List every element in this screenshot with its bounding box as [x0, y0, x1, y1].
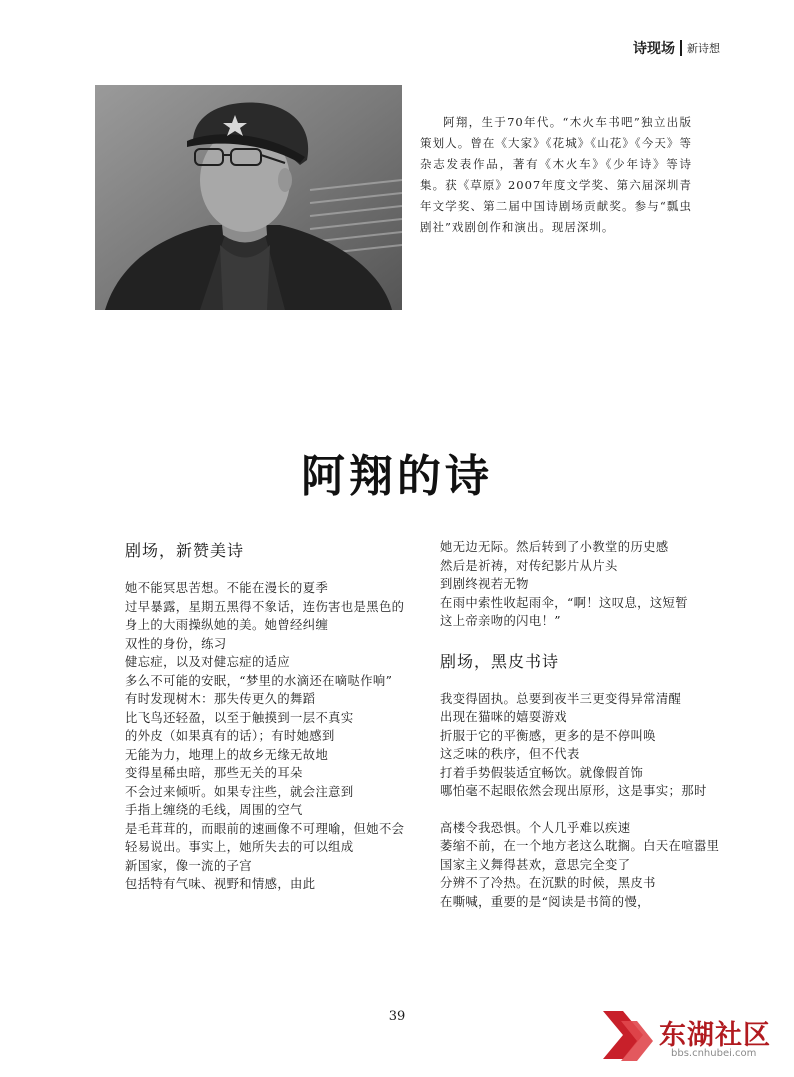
poem-line: 是毛茸茸的，而眼前的速画像不可理喻，但她不会 [125, 821, 405, 836]
poem-line: 在雨中索性收起雨伞，“啊！这叹息，这短暂 [440, 595, 688, 610]
poem2-stanza1 [440, 690, 730, 801]
poem-line: 出现在猫咪的嬉耍游戏 [440, 710, 567, 724]
poem-line: 变得星稀虫暗，那些无关的耳朵 [125, 766, 303, 780]
poem-line: 萎缩不前，在一个地方老这么耽搁。白天在喧嚣里 [440, 839, 720, 853]
poem-line: 手指上缠绕的毛线，周围的空气 [125, 803, 303, 817]
poem-line: 这乏味的秩序，但不代表 [440, 747, 580, 761]
watermark [599, 1007, 784, 1069]
section-label: 诗现场 [633, 41, 675, 57]
watermark-name: 东湖社区 [659, 1020, 771, 1051]
poem1-body [125, 579, 415, 894]
poem-line: 高楼令我恐惧。个人几乎难以疾速 [440, 820, 631, 835]
stanza-gap [440, 631, 730, 649]
main-title: 阿翔的诗 [301, 451, 493, 502]
poem-line: 健忘症，以及对健忘症的适应 [125, 655, 291, 669]
poem-line: 在嘶喊，重要的是“阅读是书简的慢， [440, 894, 650, 909]
poem-line: 她无边无际。然后转到了小教堂的历史感 [440, 540, 669, 554]
poem-line: 多么不可能的安眠，“梦里的水滴还在嘀哒作响” [125, 673, 393, 688]
poem-line: 然后是祈祷，对传纪影片从片头 [440, 558, 618, 573]
right-column [440, 538, 730, 911]
subsection-label: 新诗想 [687, 42, 720, 55]
poem2-stanza2 [440, 819, 730, 912]
poem-line: 身上的大雨操纵她的美。她曾经纠缠 [125, 618, 329, 632]
watermark-url: bbs.cnhubei.com [671, 1048, 757, 1059]
watermark-logo-icon [599, 1007, 659, 1067]
poem-line: 新国家，像一流的子宫 [125, 858, 252, 873]
header-divider [680, 40, 682, 56]
poem-line: 哪怕毫不起眼依然会现出原形，这是事实；那时 [440, 784, 707, 798]
page-header [633, 38, 720, 58]
poem-line: 折服于它的平衡感，更多的是不停叫唤 [440, 728, 656, 743]
poem-line: 过早暴露，星期五黑得不象话，连伤害也是黑色的 [125, 599, 405, 614]
poem1-continued [440, 538, 730, 631]
poem-line: 到剧终视若无物 [440, 577, 529, 591]
poem-line: 国家主义舞得甚欢，意思完全变了 [440, 857, 631, 872]
poem-line: 有时发现树木：那失传更久的舞蹈 [125, 692, 316, 706]
author-photo [95, 85, 402, 310]
poem-line: 分辨不了冷热。在沉默的时候，黑皮书 [440, 876, 656, 890]
poem-line: 这上帝亲吻的闪电！” [440, 614, 561, 628]
poem-line: 打着手势假装适宜畅饮。就像假首饰 [440, 765, 644, 780]
poem-line: 双性的身份，练习 [125, 636, 227, 651]
poem-line: 比飞鸟还轻盈，以至于触摸到一层不真实 [125, 710, 354, 725]
poem2-title: 剧场，黑皮书诗 [440, 651, 560, 671]
stanza-gap [440, 801, 730, 819]
poem-line: 轻易说出。事实上，她所失去的可以组成 [125, 840, 354, 854]
poem-line: 的外皮（如果真有的话）；有时她感到 [125, 729, 335, 743]
author-bio: 阿翔，生于70年代。“木火车书吧”独立出版策划人。曾在《大家》《花城》《山花》《今天》等杂志发表作品，著有《木火车》《少年诗》等诗集。获《草原》2007年度文学奖、第六届深圳青年文学奖、第二届中国诗剧场贡献奖。参与“瓢虫剧社”戏剧创作和演出。现居深圳。 [420, 115, 692, 234]
poem-line: 不会过来倾听。如果专注些，就会注意到 [125, 784, 354, 799]
poem-line: 我变得固执。总要到夜半三更变得异常清醒 [440, 691, 682, 706]
poem-line: 她不能冥思苦想。不能在漫长的夏季 [125, 581, 329, 595]
poem-line: 无能为力，地理上的故乡无缘无故地 [125, 747, 329, 762]
poem-line: 包括特有气味、视野和情感，由此 [125, 877, 316, 891]
page-number: 39 [388, 1009, 406, 1024]
poem1-title: 剧场，新赞美诗 [125, 541, 245, 560]
poem1-column [125, 538, 415, 894]
